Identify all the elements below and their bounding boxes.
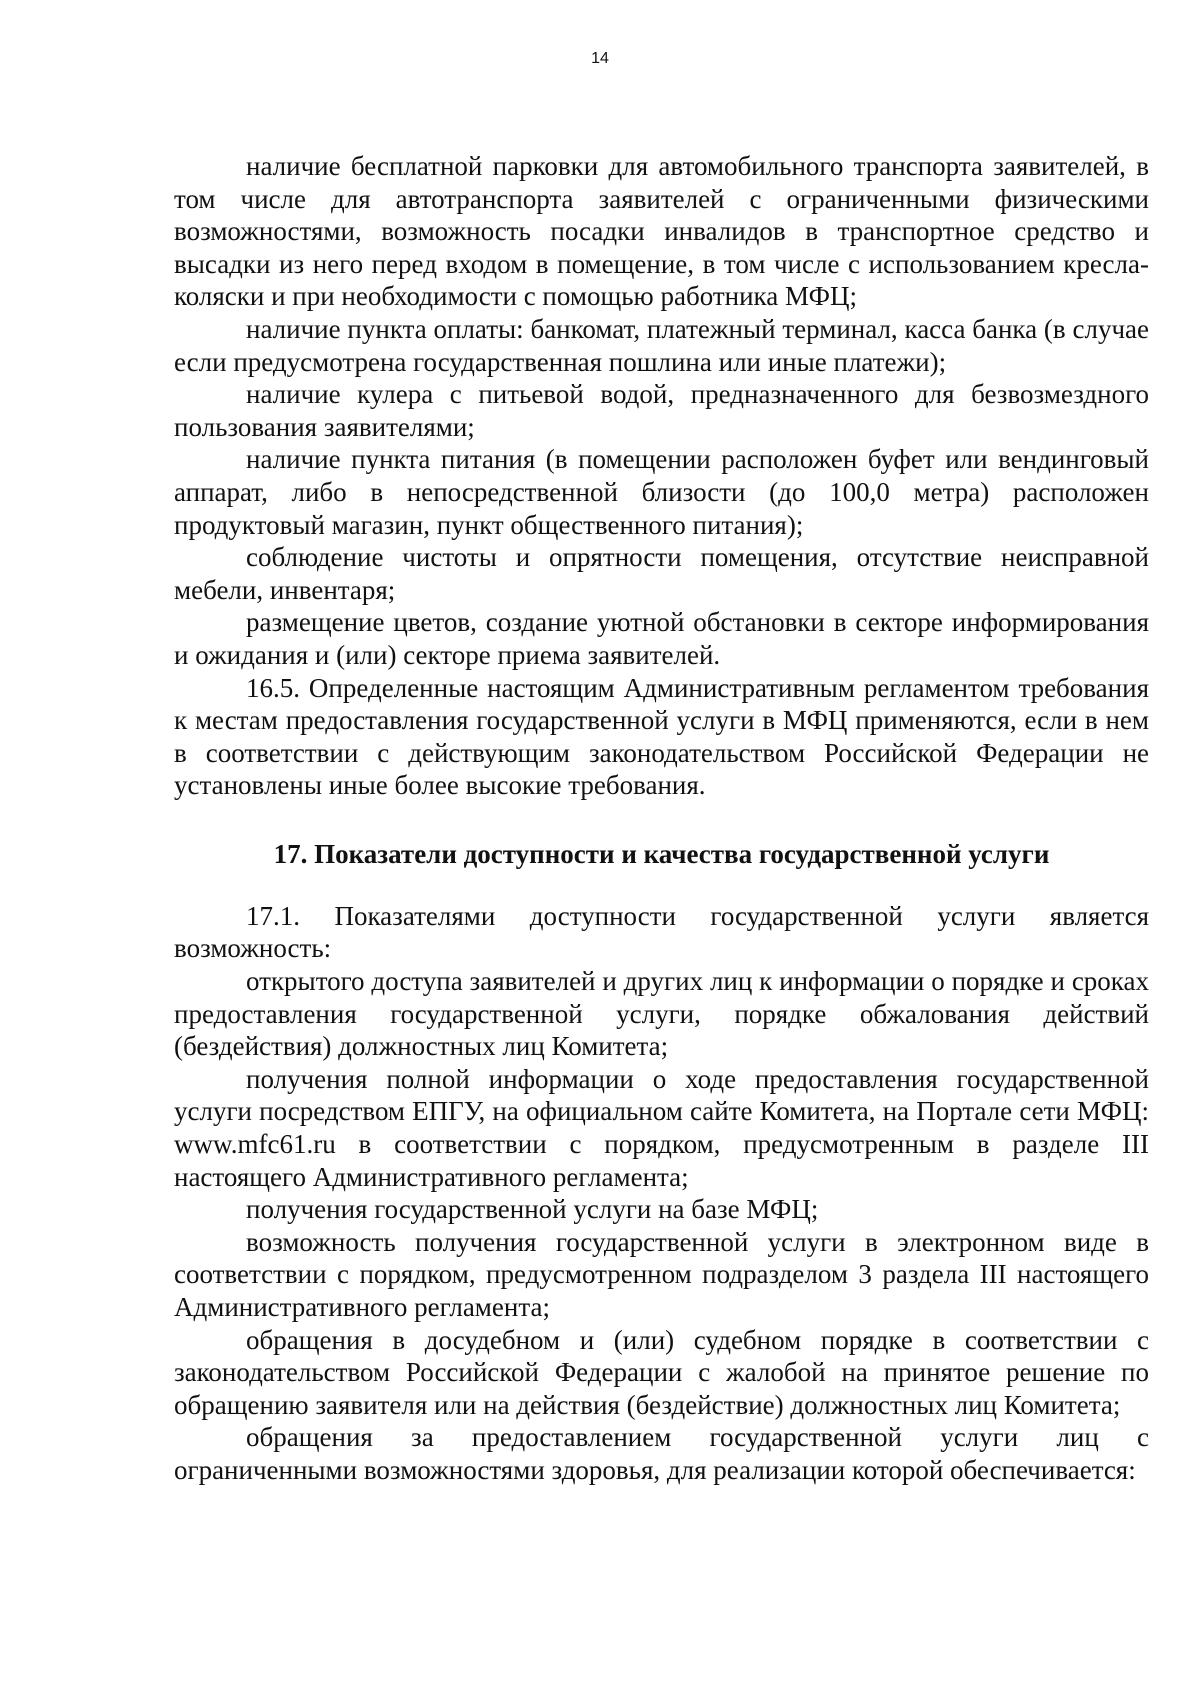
paragraph-flowers: размещение цветов, создание уютной обстановки в секторе информирования и ожидания и (или) секторе приема заявителей.: [174, 607, 1149, 670]
paragraph-mfc-service: получения государственной услуги на базе МФЦ;: [246, 1194, 819, 1225]
paragraph-cleanliness: соблюдение чистоты и опрятности помещения, отсутствие неисправной мебели, инвентаря;: [174, 542, 1149, 605]
paragraph-electronic-service: возможность получения государственной услуги в электронном виде в соответствии с порядком, предусмотренном подразделом 3 раздела III настоящего Административного регламента;: [174, 1226, 1149, 1322]
paragraph-disabled-persons: обращения за предоставлением государственной услуги лиц с ограниченными возможностями здоровья, для реализации которой обеспечивается:: [174, 1422, 1149, 1485]
paragraph-open-access: открытого доступа заявителей и других лиц к информации о порядке и сроках предоставления государственной услуги, порядке обжалования действий (бездействия) должностных лиц Комитета;: [174, 966, 1149, 1062]
paragraph-food-point: наличие пункта питания (в помещении расположен буфет или вендинговый аппарат, либо в непосредственной близости (до 100,0 метра) расположен продуктовый магазин, пункт общественного питания);: [174, 444, 1149, 540]
paragraph-16-5: 16.5. Определенные настоящим Административным регламентом требования к местам предоставления государственной услуги в МФЦ применяются, если в нем в соответствии с действующим законодательством Российской Федерации не установлены иные более высокие требования.: [174, 672, 1149, 801]
paragraph-water-cooler: наличие кулера с питьевой водой, предназначенного для безвозмездного пользования заявителями;: [174, 379, 1149, 442]
document-body: [174, 150, 1149, 1487]
paragraph-parking: наличие бесплатной парковки для автомобильного транспорта заявителей, в том числе для автотранспорта заявителей с ограниченными физическими возможностями, возможность посадки инвалидов в транспортное средство и высадки из него перед входом в помещение, в том числе с использованием кресла-коляски и при необходимости с помощью работника МФЦ;: [174, 151, 1149, 312]
section-heading: 17. Показатели доступности и качества государственной услуги: [273, 838, 1050, 869]
paragraph-appeal: обращения в досудебном и (или) судебном порядке в соответствии с законодательством Российской Федерации с жалобой на принятое решение по обращению заявителя или на действия (бездействие) должностных лиц Комитета;: [174, 1324, 1149, 1420]
paragraph-17-1: 17.1. Показателями доступности государственной услуги является возможность:: [174, 900, 1149, 964]
paragraph-payment-point: наличие пункта оплаты: банкомат, платежный терминал, касса банка (в случае если предусмотрена государственная пошлина или иные платежи);: [174, 313, 1149, 377]
page-number: 14: [591, 50, 609, 67]
paragraph-full-information: получения полной информации о ходе предоставления государственной услуги посредством ЕПГУ, на официальном сайте Комитета, на Портале сети МФЦ: www.mfc61.ru в соответствии с порядком, предусмотренным в разделе III настоящего Административного регламента;: [174, 1063, 1149, 1192]
